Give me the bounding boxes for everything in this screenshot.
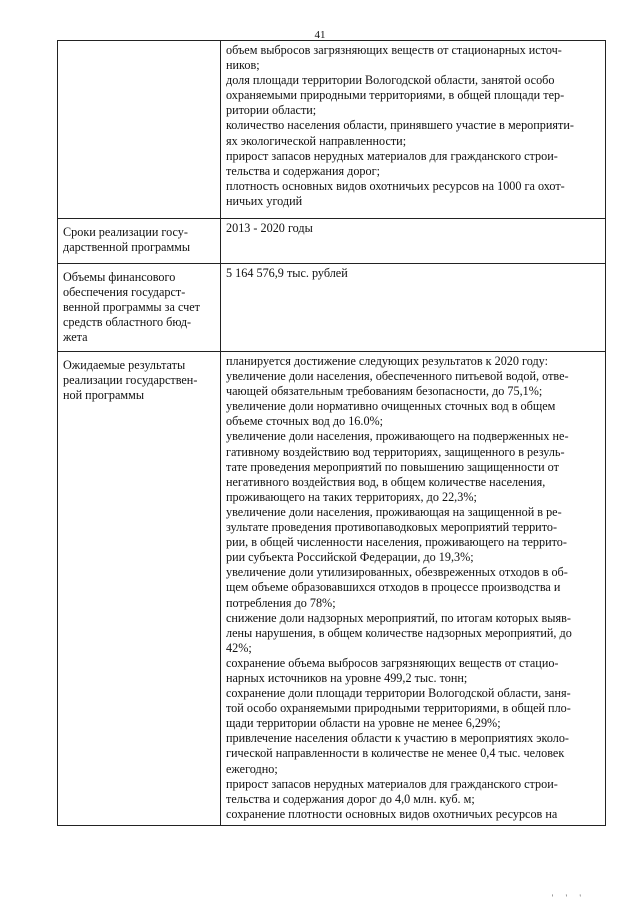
text-line: негативного воздействия вод, в общем количестве населения, [226, 474, 546, 489]
text-line: той особо охраняемыми природными территориями, в общей пло- [226, 701, 571, 716]
text-line: тельства и содержания дорог до 4,0 млн. куб. м; [226, 791, 475, 806]
text-line: нарных источников на уровне 499,2 тыс. тонн; [226, 670, 468, 685]
row-label [58, 41, 221, 219]
text-line: плотность основных видов охотничьих ресурсов на 1000 га охот- [226, 178, 565, 193]
table-row-indicators [58, 41, 606, 219]
text-line: тате проведения мероприятий по повышению защищенности от [226, 459, 559, 474]
row-label [58, 219, 221, 264]
row-label [58, 352, 221, 826]
row-content [221, 352, 606, 826]
text-line: проживающего на таких территориях, до 22,3%; [226, 489, 477, 504]
text-line: объеме сточных вод до 16.0%; [226, 414, 384, 429]
text-line: 2013 - 2020 годы [226, 221, 313, 235]
text-line: доля площади территории Вологодской области, занятой особо [226, 73, 555, 88]
text-line: чающей обязательным требованиям безопасности, до 75,1%; [226, 384, 543, 399]
label-line: дарственной программы [63, 240, 191, 255]
text-line: сохранение плотности основных видов охотничьих ресурсов на [226, 806, 558, 821]
text-line: сохранение объема выбросов загрязняющих веществ от стацио- [226, 655, 559, 670]
text-line: 42%; [226, 640, 252, 655]
label-line: средств областного бюд- [63, 315, 192, 330]
text-line: увеличение доли населения, обеспеченного питьевой водой, отве- [226, 369, 569, 384]
row-label [58, 264, 221, 352]
text-line: увеличение доли населения, проживающего на подверженных не- [226, 429, 569, 444]
text-line: планируется достижение следующих результатов к 2020 году: [226, 354, 549, 368]
text-line: гической направленности в количестве не менее 0,4 тыс. человек [226, 746, 565, 761]
text-line: объем выбросов загрязняющих веществ от стационарных источ- [226, 43, 562, 57]
text-line: увеличение доли утилизированных, обезвреженных отходов в об- [226, 565, 568, 580]
text-line: ничьих угодий [226, 193, 303, 208]
row-content [221, 41, 606, 219]
text-line: гативному воздействию вод территориях, защищенного в резуль- [226, 444, 565, 459]
label-line: реализации государствен- [63, 373, 198, 388]
label-line: ной программы [63, 388, 145, 403]
text-line: щем объеме образовавшихся отходов в процессе производства и [226, 580, 561, 595]
text-line: 5 164 576,9 тыс. рублей [226, 266, 348, 280]
text-line: лены нарушения, в общем количестве надзорных мероприятий, до [226, 625, 572, 640]
text-line: снижение доли надзорных мероприятий, по итогам которых выяв- [226, 610, 571, 625]
text-line: щади территории области на уровне не менее 6,29%; [226, 716, 501, 731]
text-line: привлечение населения области к участию в мероприятиях эколо- [226, 731, 569, 746]
text-line: прирост запасов нерудных материалов для гражданского строи- [226, 776, 558, 791]
text-line: прирост запасов нерудных материалов для гражданского строи- [226, 148, 558, 163]
text-line: ях экологической направленности; [226, 133, 407, 148]
scan-mark: ' ' ' [551, 893, 586, 903]
text-line: ежегодно; [226, 761, 278, 776]
label-line: обеспечения государст- [63, 285, 186, 300]
table-row-expected-results [58, 352, 606, 826]
label-line: венной программы за счет [63, 300, 200, 315]
table-row-financing [58, 264, 606, 352]
text-line: зультате проведения противопаводковых мероприятий террито- [226, 520, 558, 535]
text-line: ритории области; [226, 103, 317, 118]
text-line: тельства и содержания дорог; [226, 163, 380, 178]
text-line: рии субъекта Российской Федерации, до 19,3%; [226, 550, 474, 565]
program-passport-table [57, 40, 606, 826]
label-line: Ожидаемые результаты [63, 358, 186, 372]
row-content [221, 264, 606, 352]
text-line: увеличение доли населения, проживающая на защищенной в ре- [226, 504, 562, 519]
text-line: количество населения области, принявшего участие в мероприяти- [226, 118, 574, 133]
label-line: Объемы финансового [63, 270, 176, 284]
text-line: сохранение доли площади территории Вологодской области, заня- [226, 686, 571, 701]
text-line: рии, в общей численности населения, проживающего на террито- [226, 535, 567, 550]
page-number: 41 [314, 29, 326, 41]
label-line: жета [63, 330, 88, 345]
row-content [221, 219, 606, 264]
text-line: охраняемыми природными территориями, в общей площади тер- [226, 88, 565, 103]
text-line: ников; [226, 58, 260, 73]
label-line: Сроки реализации госу- [63, 225, 188, 239]
table-row-timeframe [58, 219, 606, 264]
text-line: увеличение доли нормативно очищенных сточных вод в общем [226, 399, 556, 414]
text-line: потребления до 78%; [226, 595, 336, 610]
